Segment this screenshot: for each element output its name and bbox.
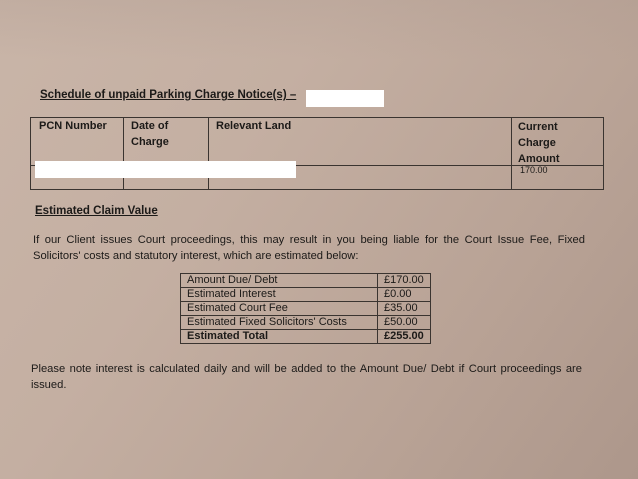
fee-amount: £255.00 <box>378 330 431 344</box>
paper-shadow <box>0 0 638 60</box>
fee-label: Estimated Interest <box>181 288 378 302</box>
column-divider <box>511 118 512 189</box>
fee-amount: £50.00 <box>378 316 431 330</box>
fee-label: Estimated Court Fee <box>181 302 378 316</box>
interest-note-text: Please note interest is calculated daily and will be added to the Amount Due/ Debt if Court proceedings are issued. <box>31 363 582 391</box>
redaction-box <box>35 161 296 178</box>
table-row <box>181 274 431 288</box>
schedule-heading: Schedule of unpaid Parking Charge Notice(s) – <box>40 89 297 101</box>
table-row <box>181 288 431 302</box>
estimated-claim-title: Estimated Claim Value <box>35 205 158 217</box>
claim-intro-text: If our Client issues Court proceedings, this may result in you being liable for the Court Issue Fee, Fixed Solicitors' costs and statutory interest, which are estimated below: <box>33 234 585 262</box>
column-divider <box>123 118 124 189</box>
header-date-of-charge: Date of Charge <box>131 120 169 148</box>
header-current-charge-amount: Current Charge Amount <box>518 121 560 165</box>
pcn-schedule-table <box>30 117 604 190</box>
fee-label: Estimated Fixed Solicitors' Costs <box>181 316 378 330</box>
fee-label: Estimated Total <box>181 330 378 344</box>
fee-label: Amount Due/ Debt <box>181 274 378 288</box>
column-divider <box>208 118 209 189</box>
fee-amount: £35.00 <box>378 302 431 316</box>
header-pcn-number: PCN Number <box>39 120 107 132</box>
redaction-box <box>306 90 384 107</box>
claim-value-table <box>180 273 431 344</box>
fee-amount: £170.00 <box>378 274 431 288</box>
fee-amount: £0.00 <box>378 288 431 302</box>
table-row <box>181 316 431 330</box>
table-row-total <box>181 330 431 344</box>
current-charge-amount-cell: 170.00 <box>520 165 548 175</box>
table-row <box>181 302 431 316</box>
header-relevant-land: Relevant Land <box>216 120 292 132</box>
